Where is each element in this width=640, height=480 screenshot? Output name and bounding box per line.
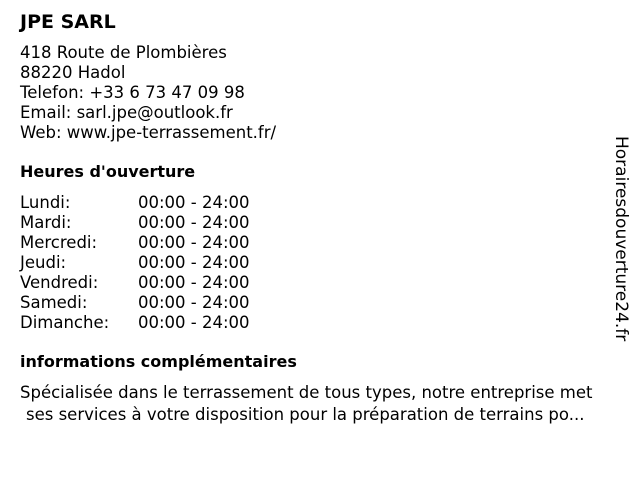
brand-watermark: [611, 136, 631, 346]
day-label: Mardi:: [20, 213, 72, 232]
day-label: Vendredi:: [20, 273, 99, 292]
business-card: [20, 10, 610, 426]
postal-city: 88220 Hadol: [20, 63, 126, 82]
hours-row-sunday: [20, 313, 610, 333]
business-name: JPE SARL: [20, 11, 116, 33]
time-range: 00:00 - 24:00: [138, 213, 250, 232]
street-address: 418 Route de Plombières: [20, 43, 227, 62]
day-label: Lundi:: [20, 193, 71, 212]
time-range: 00:00 - 24:00: [138, 253, 250, 272]
website-line[interactable]: Web: www.jpe-terrassement.fr/: [20, 123, 277, 142]
hours-row-saturday: [20, 293, 610, 313]
description-line-1: Spécialisée dans le terrassement de tous types, notre entreprise met: [20, 383, 593, 402]
opening-hours-title: Heures d'ouverture: [20, 162, 196, 181]
hours-row-wednesday: [20, 233, 610, 253]
day-label: Dimanche:: [20, 313, 110, 332]
hours-row-monday: [20, 193, 610, 213]
phone-line[interactable]: Telefon: +33 6 73 47 09 98: [20, 83, 245, 102]
day-label: Samedi:: [20, 293, 88, 312]
time-range: 00:00 - 24:00: [138, 293, 250, 312]
description-line-2: ses services à votre disposition pour la préparation de terrains po...: [26, 405, 585, 424]
address-block: [20, 43, 610, 143]
hours-row-friday: [20, 273, 610, 293]
description-text: [20, 382, 610, 426]
opening-hours-table: [20, 193, 610, 333]
time-range: 00:00 - 24:00: [138, 273, 250, 292]
day-label: Mercredi:: [20, 233, 98, 252]
time-range: 00:00 - 24:00: [138, 193, 250, 212]
time-range: 00:00 - 24:00: [138, 313, 250, 332]
email-line[interactable]: Email: sarl.jpe@outlook.fr: [20, 103, 233, 122]
time-range: 00:00 - 24:00: [138, 233, 250, 252]
hours-row-thursday: [20, 253, 610, 273]
day-label: Jeudi:: [20, 253, 67, 272]
hours-row-tuesday: [20, 213, 610, 233]
additional-info-title: informations complémentaires: [20, 352, 297, 371]
brand-site-name[interactable]: Horairesdouverture24.fr: [611, 136, 631, 342]
